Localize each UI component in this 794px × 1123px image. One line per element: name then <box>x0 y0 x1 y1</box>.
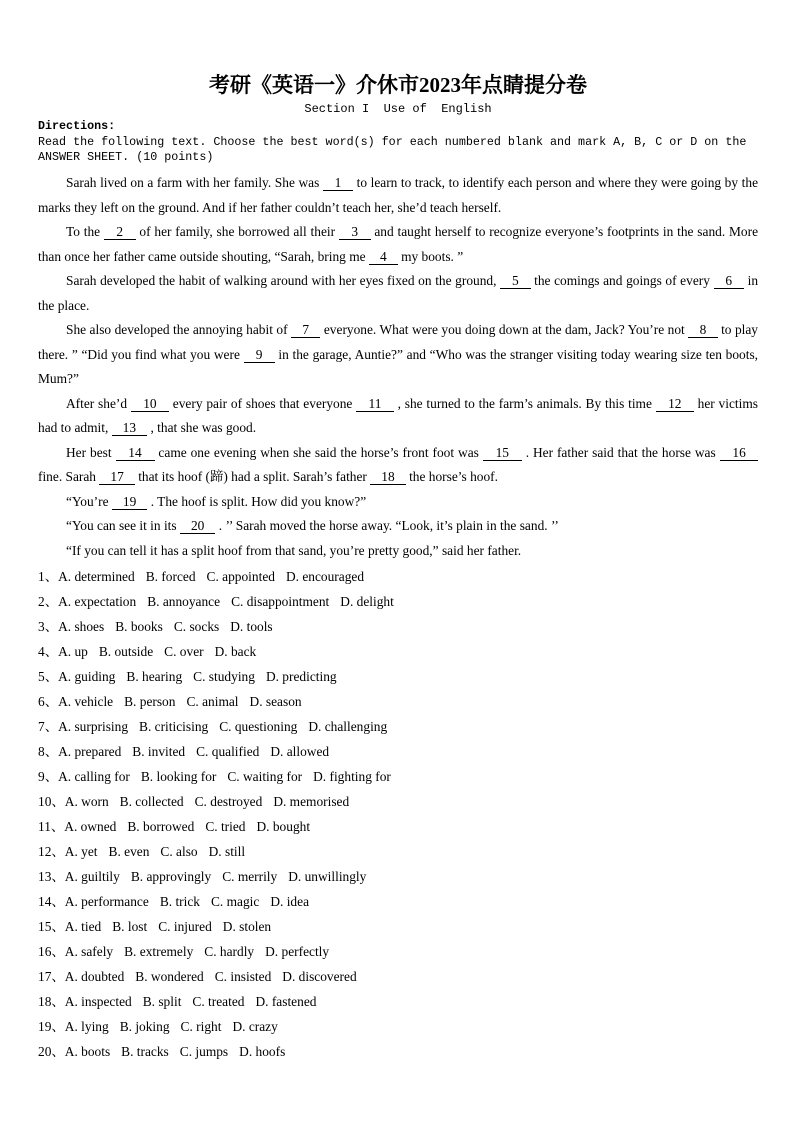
question-option-a: A. determined <box>58 569 135 585</box>
question-option-c: C. injured <box>158 919 212 935</box>
question-option-d: D. allowed <box>270 744 330 760</box>
question-number: 18、 <box>38 994 65 1010</box>
blank-13: 13 <box>112 420 147 436</box>
question-option-c: C. insisted <box>214 969 272 985</box>
question-option-d: D. discovered <box>282 969 357 985</box>
question-option-a: A. calling for <box>58 769 130 785</box>
question-option-d: D. crazy <box>232 1019 278 1035</box>
question-option-b: B. tracks <box>121 1044 169 1060</box>
question-option-d: D. bought <box>256 819 311 835</box>
question-option-d: D. season <box>249 694 302 710</box>
question-19 <box>38 1014 758 1039</box>
question-option-c: C. jumps <box>179 1044 229 1060</box>
question-option-c: C. waiting for <box>227 769 303 785</box>
question-option-b: B. lost <box>112 919 148 935</box>
question-option-a: A. worn <box>64 794 109 810</box>
question-option-b: B. joking <box>119 1019 170 1035</box>
question-number: 6、 <box>38 694 59 710</box>
question-list <box>38 564 758 1064</box>
question-11 <box>38 814 758 839</box>
question-option-d: D. challenging <box>308 719 388 735</box>
question-option-d: D. stolen <box>222 919 272 935</box>
question-number: 8、 <box>38 744 59 760</box>
question-option-c: C. merrily <box>222 869 278 885</box>
question-option-a: A. safely <box>64 944 114 960</box>
blank-9: 9 <box>244 346 274 362</box>
question-option-d: D. fighting for <box>313 769 391 785</box>
blank-16: 16 <box>720 444 758 460</box>
passage-paragraph: “If you can tell it has a split hoof from that sand, you’re pretty good,” said her father. <box>66 542 522 558</box>
question-option-a: A. up <box>58 644 88 660</box>
question-18 <box>38 989 758 1014</box>
blank-10: 10 <box>131 395 168 411</box>
question-number: 11、 <box>38 819 65 835</box>
question-option-c: C. studying <box>193 669 255 685</box>
question-option-c: C. treated <box>192 994 245 1010</box>
blank-8: 8 <box>689 322 717 338</box>
blank-15: 15 <box>483 444 521 460</box>
question-option-b: B. wondered <box>135 969 204 985</box>
question-17 <box>38 964 758 989</box>
question-option-d: D. delight <box>340 594 394 610</box>
blank-2: 2 <box>104 224 135 240</box>
passage-paragraph: Sarah lived on a farm with her family. She was 1 to learn to track, to identify each person and where they were going by the marks they left on the ground. And if her father couldn’t teach her, she’d teach herself. <box>38 175 759 215</box>
question-option-a: A. doubted <box>64 969 125 985</box>
blank-12: 12 <box>656 395 693 411</box>
passage-paragraph: Her best 14 came one evening when she said the horse’s front foot was 15 . Her father said that the horse was 16 fine. Sarah 17 that its hoof (蹄) had a split. Sarah’s father 18 the horse’s hoof. <box>38 444 758 485</box>
question-option-d: D. idea <box>270 894 310 910</box>
question-14 <box>38 889 758 914</box>
question-option-b: B. outside <box>98 644 154 660</box>
question-20 <box>38 1039 758 1064</box>
question-option-c: C. tried <box>205 819 246 835</box>
question-option-b: B. trick <box>159 894 200 910</box>
question-13 <box>38 864 758 889</box>
blank-11: 11 <box>357 395 393 411</box>
question-8 <box>38 739 758 764</box>
question-option-b: B. looking for <box>140 769 217 785</box>
question-option-a: A. tied <box>64 919 102 935</box>
blank-19: 19 <box>112 493 147 509</box>
question-option-a: A. yet <box>64 844 98 860</box>
question-number: 10、 <box>38 794 65 810</box>
question-number: 2、 <box>38 594 59 610</box>
blank-17: 17 <box>100 469 134 485</box>
question-number: 12、 <box>38 844 65 860</box>
question-number: 20、 <box>38 1044 65 1060</box>
question-number: 1、 <box>38 569 59 585</box>
question-5 <box>38 664 758 689</box>
blank-14: 14 <box>116 444 154 460</box>
question-option-b: B. collected <box>119 794 184 810</box>
question-option-b: B. borrowed <box>127 819 195 835</box>
question-option-d: D. fastened <box>255 994 317 1010</box>
question-number: 13、 <box>38 869 65 885</box>
question-10 <box>38 789 758 814</box>
blank-1: 1 <box>323 175 353 191</box>
question-1 <box>38 564 758 589</box>
blank-18: 18 <box>371 469 405 485</box>
passage-paragraph: After she’d 10 every pair of shoes that everyone 11 , she turned to the farm’s animals. By this time 12 her victims had to admit, 13 , that she was good. <box>38 395 758 436</box>
question-2 <box>38 589 758 614</box>
blank-7: 7 <box>291 322 320 338</box>
passage-paragraph: “You can see it in its 20 . ’’ Sarah moved the horse away. “Look, it’s plain in the sand. ’’ <box>66 518 559 534</box>
question-number: 3、 <box>38 619 59 635</box>
question-option-d: D. still <box>208 844 246 860</box>
question-option-b: B. split <box>142 994 182 1010</box>
blank-5: 5 <box>501 273 530 289</box>
question-12 <box>38 839 758 864</box>
question-option-b: B. books <box>115 619 163 635</box>
passage-paragraph: To the 2 of her family, she borrowed all their 3 and taught herself to recognize everyone’s footprints in the sand. More than once her father came outside shouting, “Sarah, bring me 4 my boots. ” <box>38 224 759 264</box>
question-number: 17、 <box>38 969 65 985</box>
question-option-b: B. invited <box>132 744 186 760</box>
question-15 <box>38 914 758 939</box>
question-option-d: D. encouraged <box>285 569 365 585</box>
question-option-a: A. prepared <box>58 744 122 760</box>
directions-text: Read the following text. Choose the best word(s) for each numbered blank and mark A, B, C or D on the ANSWER SHEET. (10 points) <box>38 134 747 165</box>
question-option-b: B. extremely <box>124 944 194 960</box>
question-option-a: A. expectation <box>58 594 137 610</box>
question-number: 7、 <box>38 719 59 735</box>
passage-paragraph: “You’re 19 . The hoof is split. How did you know?” <box>66 493 367 509</box>
question-number: 5、 <box>38 669 59 685</box>
question-option-c: C. over <box>164 644 204 660</box>
question-option-a: A. vehicle <box>58 694 114 710</box>
blank-20: 20 <box>180 518 215 534</box>
question-option-c: C. destroyed <box>194 794 263 810</box>
question-number: 4、 <box>38 644 59 660</box>
question-option-a: A. shoes <box>58 619 105 635</box>
blank-6: 6 <box>714 273 743 289</box>
question-option-d: D. memorised <box>273 794 350 810</box>
passage-paragraph: Sarah developed the habit of walking around with her eyes fixed on the ground, 5 the comings and goings of every 6 in the place. <box>38 273 759 313</box>
question-4 <box>38 639 758 664</box>
question-option-b: B. even <box>108 844 150 860</box>
question-option-c: C. socks <box>173 619 220 635</box>
question-option-d: D. perfectly <box>265 944 330 960</box>
question-number: 15、 <box>38 919 65 935</box>
blank-4: 4 <box>369 248 397 264</box>
question-option-a: A. owned <box>64 819 117 835</box>
question-option-c: C. magic <box>210 894 260 910</box>
question-number: 9、 <box>38 769 59 785</box>
question-option-b: B. criticising <box>139 719 209 735</box>
question-option-a: A. guiltily <box>64 869 120 885</box>
question-number: 16、 <box>38 944 65 960</box>
directions <box>38 119 758 166</box>
question-option-b: B. approvingly <box>130 869 212 885</box>
question-option-b: B. hearing <box>126 669 183 685</box>
question-option-c: C. right <box>180 1019 222 1035</box>
question-option-a: A. lying <box>64 1019 109 1035</box>
page-title: 考研《英语一》介休市2023年点睛提分卷 <box>209 73 587 97</box>
question-option-d: D. unwillingly <box>288 869 367 885</box>
question-option-d: D. tools <box>230 619 273 635</box>
question-number: 19、 <box>38 1019 65 1035</box>
question-option-a: A. boots <box>64 1044 111 1060</box>
question-option-d: D. predicting <box>265 669 337 685</box>
question-option-c: C. qualified <box>196 744 260 760</box>
question-option-a: A. performance <box>64 894 149 910</box>
question-option-c: C. disappointment <box>231 594 330 610</box>
question-option-c: C. questioning <box>219 719 298 735</box>
question-option-c: C. appointed <box>206 569 275 585</box>
question-option-b: B. forced <box>145 569 196 585</box>
question-7 <box>38 714 758 739</box>
blank-3: 3 <box>339 224 370 240</box>
section-heading: Section I Use of English <box>304 102 492 116</box>
question-option-c: C. hardly <box>204 944 255 960</box>
directions-label: Directions: <box>38 119 116 133</box>
question-option-d: D. back <box>214 644 257 660</box>
question-16 <box>38 939 758 964</box>
question-9 <box>38 764 758 789</box>
question-option-b: B. person <box>124 694 176 710</box>
passage <box>38 171 758 563</box>
question-3 <box>38 614 758 639</box>
question-6 <box>38 689 758 714</box>
question-number: 14、 <box>38 894 65 910</box>
question-option-a: A. surprising <box>58 719 129 735</box>
question-option-c: C. also <box>160 844 198 860</box>
question-option-d: D. hoofs <box>239 1044 286 1060</box>
question-option-a: A. inspected <box>64 994 132 1010</box>
question-option-a: A. guiding <box>58 669 116 685</box>
question-option-c: C. animal <box>186 694 239 710</box>
passage-paragraph: She also developed the annoying habit of 7 everyone. What were you doing down at the dam, Jack? You’re not 8 to play there. ” “Did you find what you were 9 in the garage, Auntie?” and “Who was the stranger visiting today wearing size ten boots, Mum?” <box>38 322 759 387</box>
question-option-b: B. annoyance <box>147 594 221 610</box>
